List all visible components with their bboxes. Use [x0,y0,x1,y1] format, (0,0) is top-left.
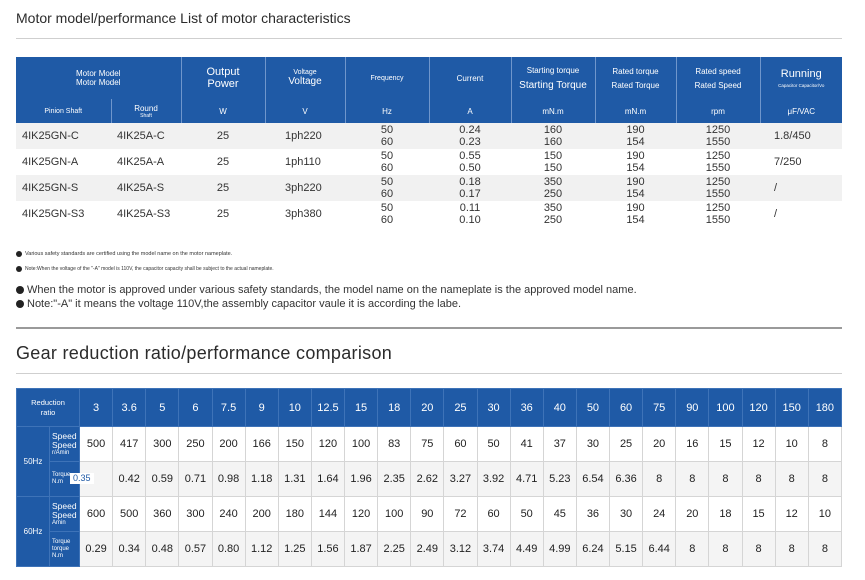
cell-frequency [345,175,429,201]
cell-model-round-shaft: 4IK25A-S [111,175,181,201]
note-small-1: Various safety standards are certified using the model name on the motor nameplate. [16,251,232,257]
header-reduction-ratio: Reduction ratio [17,389,80,427]
bullet-icon [16,286,24,294]
header-ratio: 6 [179,389,212,427]
subheader-current-unit: A [429,99,511,123]
cell-speed: 20 [643,427,676,462]
cell-torque: 0.80 [212,532,245,567]
cell-speed: 60 [444,427,477,462]
value-50hz: 190 [626,176,645,188]
note-large-2: Note:"-A" it means the voltage 110V,the assembly capacitor vaule it is according the labe. [16,298,461,310]
cell-rated-torque [595,175,676,201]
subheader-frequency-unit: Hz [345,99,429,123]
cell-rated-speed [676,149,760,175]
cell-output-power: 25 [181,201,265,227]
cell-torque: 8 [808,462,841,497]
table-row [16,175,842,201]
header-current: Current [429,57,511,99]
value-50hz: 190 [626,124,645,136]
header-ratio: 90 [676,389,709,427]
cell-torque: 0.57 [179,532,212,567]
cell-speed: 12 [742,427,775,462]
cell-starting-torque [511,149,595,175]
cell-speed: 500 [80,427,113,462]
motor-characteristics-table [16,57,842,227]
label-unit: N.m [52,479,63,485]
cell-speed: 30 [610,497,643,532]
label-line: Speed [52,509,77,520]
value-60hz: 1550 [705,162,731,174]
cell-torque: 8 [742,532,775,567]
cell-torque: 3.12 [444,532,477,567]
cell-torque: 0.71 [179,462,212,497]
cell-model-pinion-shaft: 4IK25GN-S [16,175,111,201]
bullet-icon [16,251,22,257]
cell-voltage: 3ph380 [265,201,345,227]
subheader-capacitor-unit: μF/VAC [760,99,842,123]
value-50hz: 50 [380,176,394,188]
cell-output-power: 25 [181,123,265,149]
cell-torque: 0.29 [80,532,113,567]
row-label-torque [50,462,91,497]
table-row [16,201,842,227]
cell-torque: 1.31 [278,462,311,497]
cell-torque: 1.56 [311,532,344,567]
value-50hz: 1250 [705,150,731,162]
cell-torque: 8 [676,462,709,497]
cell-model-round-shaft: 4IK25A-S3 [111,201,181,227]
cell-torque: 6.44 [643,532,676,567]
subheader-rated-speed-unit: rpm [676,99,760,123]
cell-rated-speed [676,175,760,201]
value-60hz: 60 [380,162,394,174]
cell-torque: 8 [709,532,742,567]
value-50hz: 350 [543,176,563,188]
cell-torque: 0.59 [146,462,179,497]
value-50hz: 150 [543,150,563,162]
cell-torque: 3.92 [477,462,510,497]
label-unit: r/Amin [52,449,70,456]
section-divider [16,327,842,329]
header-ratio: 75 [643,389,676,427]
cell-torque: 2.62 [411,462,444,497]
cell-speed: 240 [212,497,245,532]
header-motor-model: Motor Model Motor Model [16,57,181,99]
cell-speed: 600 [80,497,113,532]
cell-capacitor: / [760,201,842,227]
cell-torque: 1.12 [245,532,278,567]
table-row-speed [17,497,842,532]
table-row [16,123,842,149]
table-row-torque [17,532,842,567]
cell-speed: 50 [510,497,543,532]
cell-speed: 144 [311,497,344,532]
value-50hz: 190 [626,150,645,162]
section-title-gear-reduction: Gear reduction ratio/performance comparison [16,343,393,363]
cell-speed: 45 [543,497,576,532]
value-60hz: 0.50 [459,162,481,174]
cell-torque: 8 [643,462,676,497]
cell-current [429,175,511,201]
cell-speed: 36 [576,497,609,532]
cell-model-pinion-shaft: 4IK25GN-C [16,123,111,149]
subheader-pinion-shaft: Pinion Shaft [16,99,111,123]
cell-rated-torque [595,123,676,149]
cell-rated-speed [676,201,760,227]
frequency-group-label: 50Hz [17,427,50,497]
header-ratio: 100 [709,389,742,427]
cell-torque: 8 [742,462,775,497]
value-50hz: 1250 [705,202,731,214]
cell-starting-torque [511,175,595,201]
cell-torque: 1.96 [345,462,378,497]
cell-speed: 8 [808,427,841,462]
cell-model-pinion-shaft: 4IK25GN-S3 [16,201,111,227]
cell-frequency [345,201,429,227]
header-ratio: 12.5 [311,389,344,427]
cell-speed: 360 [146,497,179,532]
cell-torque: 0.48 [146,532,179,567]
value-50hz: 0.11 [459,202,481,214]
cell-current [429,149,511,175]
label-line: Speed [52,430,77,441]
header-ratio: 3.6 [113,389,146,427]
cell-torque: 1.64 [311,462,344,497]
cell-speed: 120 [311,427,344,462]
value-60hz: 60 [380,188,394,200]
cell-speed: 72 [444,497,477,532]
value-50hz: 1250 [705,124,731,136]
cell-rated-torque [595,149,676,175]
header-ratio: 18 [378,389,411,427]
frequency-group-label: 60Hz [17,497,50,567]
subheader-round-shaft: Round Shaft [111,99,181,123]
cell-torque: 6.54 [576,462,609,497]
cell-torque: 6.24 [576,532,609,567]
cell-current [429,201,511,227]
cell-torque: 2.49 [411,532,444,567]
value-50hz: 350 [543,202,563,214]
value-50hz: 1250 [705,176,731,188]
table-row [16,149,842,175]
cell-torque: 1.25 [278,532,311,567]
cell-torque: 5.15 [610,532,643,567]
cell-speed: 50 [477,427,510,462]
value-60hz: 160 [543,136,563,148]
header-running-capacitor: Running Capacitor Capacitor/Vo [760,57,842,99]
gear-reduction-table [16,388,842,567]
cell-model-round-shaft: 4IK25A-A [111,149,181,175]
header-rated-torque: Rated torque Rated Torque [595,57,676,99]
cell-rated-speed [676,123,760,149]
header-rated-speed: Rated speed Rated Speed [676,57,760,99]
cell-torque: 6.36 [610,462,643,497]
subheader-output-unit: W [181,99,265,123]
cell-speed: 10 [775,427,808,462]
cell-speed: 24 [643,497,676,532]
cell-speed: 75 [411,427,444,462]
cell-voltage: 3ph220 [265,175,345,201]
header-ratio: 15 [345,389,378,427]
row-label-speed [50,497,80,532]
subheader-rated-torque-unit: mN.m [595,99,676,123]
cell-capacitor: 1.8/450 [760,123,842,149]
value-50hz: 190 [626,202,645,214]
header-starting-torque: Starting torque Starting Torque [511,57,595,99]
cell-speed: 200 [212,427,245,462]
cell-output-power: 25 [181,149,265,175]
cell-capacitor: 7/250 [760,149,842,175]
label-line: Speed [52,500,77,511]
cell-torque: 4.49 [510,532,543,567]
value-60hz: 1550 [705,136,731,148]
value-60hz: 0.17 [459,188,481,200]
cell-torque: 1.18 [245,462,278,497]
bullet-icon [16,266,22,272]
cell-torque: 3.74 [477,532,510,567]
cell-torque: 3.27 [444,462,477,497]
cell-speed: 60 [477,497,510,532]
cell-speed: 37 [543,427,576,462]
header-ratio: 180 [808,389,841,427]
label-unit: N.m [52,552,63,559]
cell-speed: 16 [676,427,709,462]
value-60hz: 0.10 [459,214,481,226]
cell-speed: 100 [345,427,378,462]
header-ratio: 5 [146,389,179,427]
header-ratio: 30 [477,389,510,427]
cell-starting-torque [511,201,595,227]
label-line: Speed [52,439,77,450]
value-60hz: 60 [380,136,394,148]
cell-speed: 120 [345,497,378,532]
cell-torque: 8 [709,462,742,497]
header-ratio: 36 [510,389,543,427]
value-60hz: 154 [626,188,645,200]
cell-speed: 15 [709,427,742,462]
cell-torque: 8 [676,532,709,567]
subheader-voltage-unit: V [265,99,345,123]
label-line: torque [52,545,70,552]
note-large-1: When the motor is approved under various safety standards, the model name on the nameplate is the approved model name. [16,284,637,296]
header-ratio: 7.5 [212,389,245,427]
cell-speed: 417 [113,427,146,462]
cell-capacitor: / [760,175,842,201]
header-output: Output Power [181,57,265,99]
value-60hz: 1550 [705,214,731,226]
cell-speed: 300 [146,427,179,462]
value-50hz: 50 [380,124,394,136]
cell-torque: 2.25 [378,532,411,567]
value-50hz: 0.55 [459,150,481,162]
value-60hz: 154 [626,162,645,174]
cell-output-power: 25 [181,175,265,201]
cell-speed: 150 [278,427,311,462]
cell-torque: 0.98 [212,462,245,497]
cell-speed: 83 [378,427,411,462]
cell-speed: 300 [179,497,212,532]
divider [16,373,842,374]
value-50hz: 0.18 [459,176,481,188]
cell-frequency [345,149,429,175]
header-ratio: 3 [80,389,113,427]
cell-speed: 100 [378,497,411,532]
value-50hz: 50 [380,202,394,214]
value-60hz: 1550 [705,188,731,200]
cell-torque: 4.99 [543,532,576,567]
cell-torque: 8 [808,532,841,567]
label-unit: Amin [52,519,66,526]
header-ratio: 50 [576,389,609,427]
cell-speed: 10 [808,497,841,532]
cell-torque: 8 [775,532,808,567]
cell-speed: 180 [278,497,311,532]
cell-speed: 166 [245,427,278,462]
cell-torque: 0.42 [113,462,146,497]
torque-value-overlay: 0.35 [70,473,94,484]
cell-speed: 25 [610,427,643,462]
cell-speed: 200 [245,497,278,532]
cell-speed: 500 [113,497,146,532]
cell-speed: 12 [775,497,808,532]
cell-speed: 90 [411,497,444,532]
cell-speed: 250 [179,427,212,462]
header-frequency: Frequency [345,57,429,99]
value-60hz: 250 [543,214,563,226]
cell-frequency [345,123,429,149]
header-ratio: 150 [775,389,808,427]
note-small-2: Note:When the voltage of the "-A" model is 110V, the capacitor capacity shall be subject to the actual nameplate. [16,266,274,272]
value-50hz: 0.24 [459,124,481,136]
label-line: Torque [52,538,71,545]
value-60hz: 250 [543,188,563,200]
header-ratio: 20 [411,389,444,427]
bullet-icon [16,300,24,308]
value-50hz: 160 [543,124,563,136]
cell-starting-torque [511,123,595,149]
header-ratio: 60 [610,389,643,427]
table-row-torque [17,462,842,497]
section-title-motor-characteristics: Motor model/performance List of motor characteristics [16,10,351,26]
cell-speed: 18 [709,497,742,532]
value-50hz: 50 [380,150,394,162]
cell-model-round-shaft: 4IK25A-C [111,123,181,149]
cell-model-pinion-shaft: 4IK25GN-A [16,149,111,175]
header-ratio: 10 [278,389,311,427]
label-line: Torque [52,472,71,478]
divider [16,38,842,39]
table-row-speed [17,427,842,462]
cell-torque: 4.71 [510,462,543,497]
cell-voltage: 1ph220 [265,123,345,149]
cell-speed: 41 [510,427,543,462]
cell-speed: 15 [742,497,775,532]
header-ratio: 25 [444,389,477,427]
header-ratio: 120 [742,389,775,427]
value-60hz: 150 [543,162,563,174]
cell-torque: 0.34 [113,532,146,567]
cell-rated-torque [595,201,676,227]
value-60hz: 60 [380,214,394,226]
subheader-starting-torque-unit: mN.m [511,99,595,123]
value-60hz: 154 [626,214,645,226]
cell-voltage: 1ph110 [265,149,345,175]
cell-torque: 2.35 [378,462,411,497]
value-60hz: 0.23 [459,136,481,148]
cell-torque: 8 [775,462,808,497]
row-label-speed [50,427,80,462]
cell-speed: 30 [576,427,609,462]
header-ratio: 40 [543,389,576,427]
row-label-torque [50,532,80,567]
header-ratio: 9 [245,389,278,427]
header-voltage: Voltage Voltage [265,57,345,99]
value-60hz: 154 [626,136,645,148]
cell-torque: 5.23 [543,462,576,497]
cell-current [429,123,511,149]
cell-torque: 1.87 [345,532,378,567]
cell-speed: 20 [676,497,709,532]
